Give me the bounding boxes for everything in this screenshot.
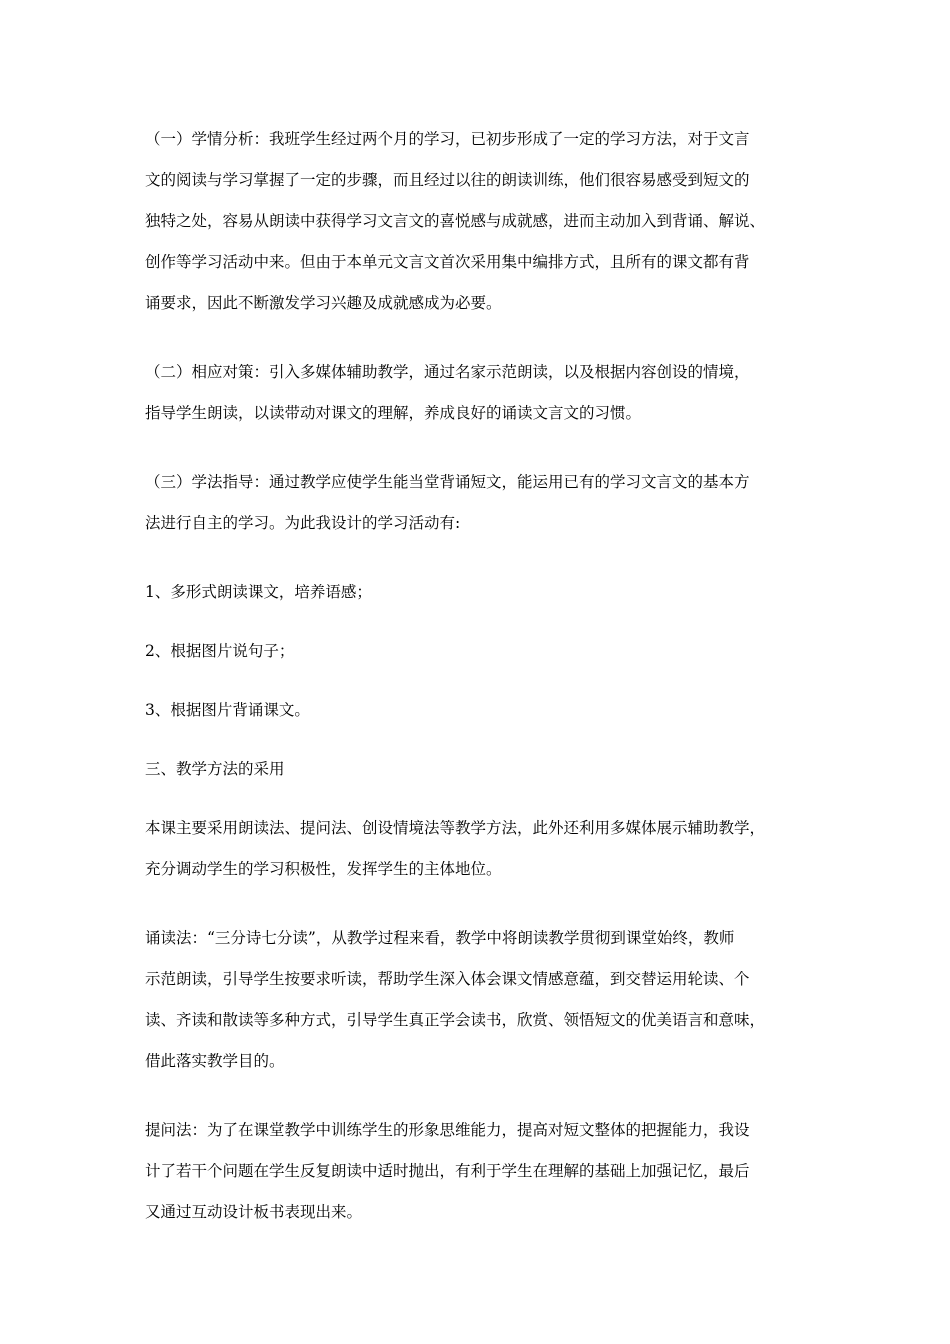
text-line: 2、根据图片说句子； (145, 642, 295, 660)
text-line: 充分调动学生的学习积极性，发挥学生的主体地位。 (145, 860, 502, 878)
text-line: 1、多形式朗读课文，培养语感； (145, 583, 372, 601)
text-line: 又通过互动设计板书表现出来。 (145, 1203, 363, 1221)
text-line: 独特之处，容易从朗读中获得学习文言文的喜悦感与成就感，进而主动加入到背诵、解说、 (145, 212, 766, 230)
paragraph-questioning-method (145, 1110, 810, 1233)
text-line: 3、根据图片背诵课文。 (145, 701, 310, 719)
text-line: 借此落实教学目的。 (145, 1052, 285, 1070)
paragraph-learning-analysis (145, 119, 810, 324)
paragraph-countermeasures (145, 352, 810, 434)
text-line: 创作等学习活动中来。但由于本单元文言文首次采用集中编排方式，且所有的课文都有背 (145, 253, 750, 271)
text-line: 指导学生朗读，以读带动对课文的理解，养成良好的诵读文言文的习惯。 (145, 404, 642, 422)
text-line: 法进行自主的学习。为此我设计的学习活动有: (145, 514, 461, 532)
paragraph-recitation-method (145, 918, 810, 1082)
document-body (145, 119, 810, 1261)
text-line: 读、齐读和散读等多种方式，引导学生真正学会读书，欣赏、领悟短文的优美语言和意味， (145, 1011, 766, 1029)
text-line: 诵读法：“三分诗七分读”，从教学过程来看，教学中将朗读教学贯彻到课堂始终，教师 (145, 929, 735, 947)
paragraph-learning-method-guidance (145, 462, 810, 544)
text-line: （一）学情分析：我班学生经过两个月的学习，已初步形成了一定的学习方法，对于文言 (145, 130, 750, 148)
text-line: 三、教学方法的采用 (145, 760, 285, 778)
text-line: （二）相应对策：引入多媒体辅助教学，通过名家示范朗读，以及根据内容创设的情境， (145, 363, 750, 381)
text-line: 示范朗读，引导学生按要求听读，帮助学生深入体会课文情感意蕴，到交替运用轮读、个 (145, 970, 750, 988)
section-heading-teaching-methods (145, 749, 810, 790)
text-line: 诵要求，因此不断激发学习兴趣及成就感成为必要。 (145, 294, 502, 312)
list-item-activity-3 (145, 690, 810, 731)
text-line: （三）学法指导：通过教学应使学生能当堂背诵短文，能运用已有的学习文言文的基本方 (145, 473, 750, 491)
text-line: 提问法：为了在课堂教学中训练学生的形象思维能力，提高对短文整体的把握能力，我设 (145, 1121, 750, 1139)
list-item-activity-2 (145, 631, 810, 672)
text-line: 计了若干个问题在学生反复朗读中适时抛出，有利于学生在理解的基础上加强记忆，最后 (145, 1162, 750, 1180)
list-item-activity-1 (145, 572, 810, 613)
text-line: 本课主要采用朗读法、提问法、创设情境法等教学方法，此外还利用多媒体展示辅助教学， (145, 819, 766, 837)
text-line: 文的阅读与学习掌握了一定的步骤，而且经过以往的朗读训练，他们很容易感受到短文的 (145, 171, 750, 189)
paragraph-methods-overview (145, 808, 810, 890)
